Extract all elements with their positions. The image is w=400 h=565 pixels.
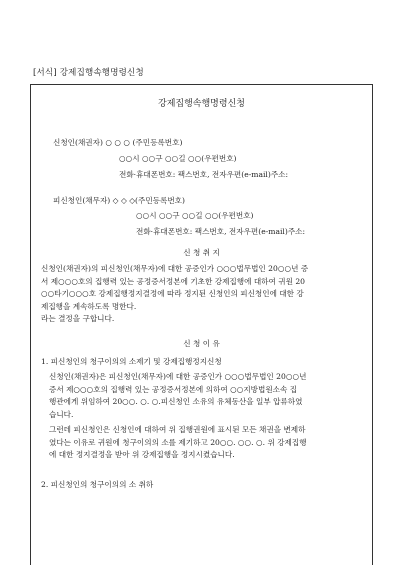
section-2-title: 2. 피신청인의 청구이의의 소 취하 xyxy=(41,480,154,489)
purpose-line: 라는 결정을 구합니다. xyxy=(41,314,115,323)
reason-heading: 신 청 이 유 xyxy=(183,339,220,348)
section-1-line: 습니다. xyxy=(49,409,74,419)
applicant-address: ○○시 ○○구 ○○길 ○○(우편번호) xyxy=(119,154,237,163)
form-label: [서식] 강제집행속행명령신청 xyxy=(33,68,144,78)
applicant-contact: 전화·휴대폰번호: 팩스번호, 전자우편(e-mail)주소: xyxy=(119,170,289,179)
applicant-line: 신청인(채권자) ○ ○ ○ (주민등록번호) xyxy=(53,138,183,147)
document-page xyxy=(30,84,373,565)
respondent-address: ○○시 ○○구 ○○길 ○○(우편번호) xyxy=(136,211,254,220)
purpose-line: 제집행을 계속하도록 명한다. xyxy=(41,301,137,311)
section-1b-line: 였다는 이유로 귀원에 청구이의의 소를 제기하고 20○○. ○○. ○. 위 강제집행 xyxy=(49,437,307,447)
section-1-line: 신청인(채권자)은 피신청인(채무자)에 대한 공증인가 ○○○법무법인 20○○년 xyxy=(49,372,307,381)
section-1-line: 행관에게 위임하여 20○○. ○. ○.피신청인 소유의 유체동산을 일부 압류하였 xyxy=(49,397,303,406)
purpose-heading: 신 청 취 지 xyxy=(183,248,220,257)
document-title: 강제집행속행명령신청 xyxy=(158,99,245,109)
respondent-line: 피신청인(채무자) ◇ ◇ ◇(주민등록번호) xyxy=(53,196,185,205)
purpose-line: ○○타기○○○호 강제집행정지결정에 따라 정지된 신청인의 피신청인에 대한 강 xyxy=(41,289,304,298)
section-1b-paragraph xyxy=(49,424,307,462)
section-1-line: 증서 제○○○호의 집행력 있는 공정증서정본에 의하여 ○○지방법원소속 집 xyxy=(49,384,298,394)
purpose-line: 신청인(채권자)의 피신청인(채무자)에 대한 공증인가 ○○○법무법인 20○○년 증 xyxy=(41,264,309,273)
section-1-paragraph xyxy=(49,371,306,421)
purpose-line: 서 제○○○호의 집행력 있는 공정증서정본에 기초한 강제집행에 대하여 귀원 20 xyxy=(41,276,305,286)
purpose-paragraph xyxy=(41,263,308,326)
section-1b-line: 에 대한 정지결정을 받아 위 강제집행을 정지시켰습니다. xyxy=(49,450,235,459)
respondent-contact: 전화·휴대폰번호: 팩스번호, 전자우편(e-mail)주소: xyxy=(136,227,306,236)
section-1b-line: 그런데 피신청인은 신청인에 대하여 위 집행권원에 표시된 모든 채권을 변제하 xyxy=(49,425,306,434)
section-1-title: 1. 피신청인의 청구이의의 소제기 및 강제집행정지신청 xyxy=(41,357,222,366)
